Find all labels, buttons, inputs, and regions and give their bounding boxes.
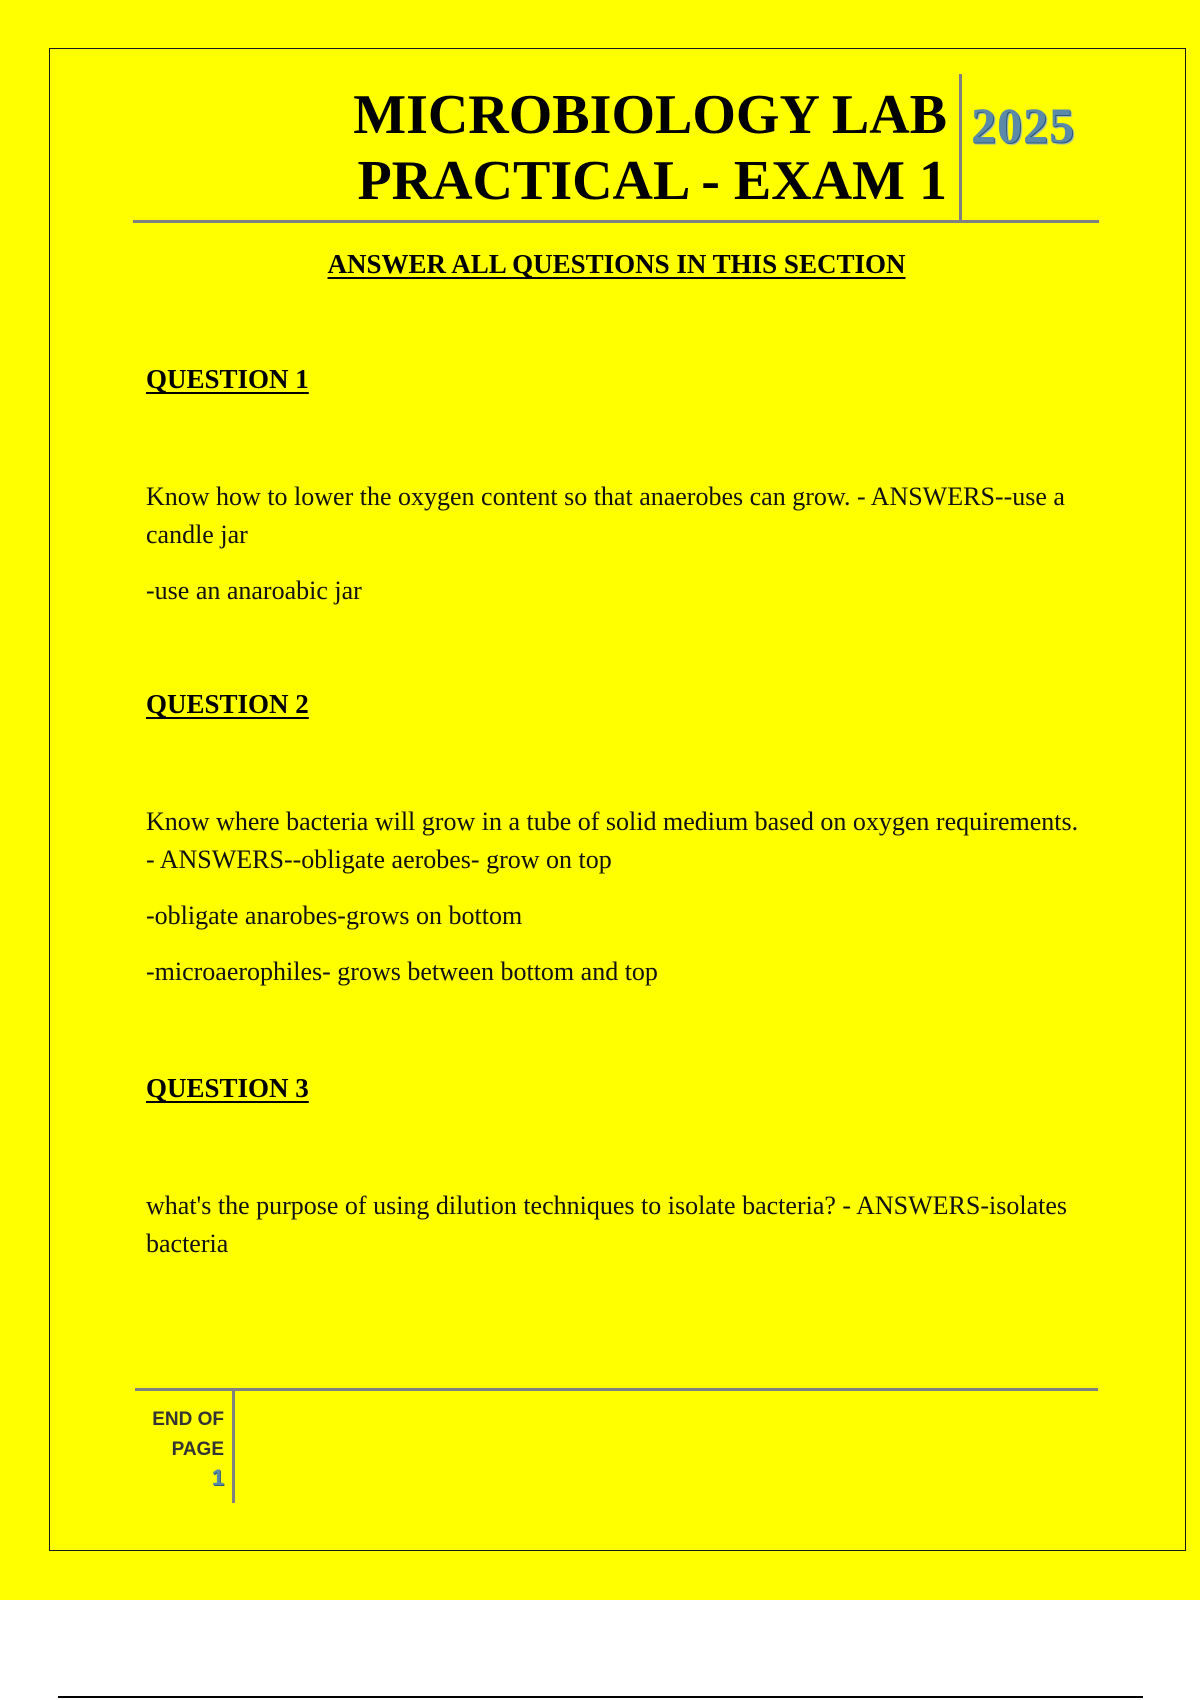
title-block [133, 70, 1099, 223]
question-2-line: -microaerophiles- grows between bottom and top [146, 957, 658, 986]
year-label: 2025 [971, 97, 1075, 153]
question-3-line: what's the purpose of using dilution techniques to isolate bacteria? - ANSWERS-isolates bacteria [146, 1191, 1068, 1258]
page-number: 1 [211, 1465, 224, 1490]
end-of-page-label [135, 1405, 224, 1465]
question-1-line: Know how to lower the oxygen content so that anaerobes can grow. - ANSWERS--use a candle jar [146, 482, 1065, 549]
end-of-page-line-1: END OF [152, 1409, 224, 1430]
question-1-line: -use an anaroabic jar [146, 576, 362, 605]
section-heading: ANSWER ALL QUESTIONS IN THIS SECTION [327, 249, 906, 279]
question-1-body [146, 478, 1091, 610]
question-3-heading: QUESTION 3 [146, 1073, 309, 1103]
page-footer [135, 1388, 1098, 1503]
question-2-body [146, 803, 1091, 991]
bottom-rule [58, 1696, 1143, 1698]
document-title [353, 82, 947, 214]
title-line-2: PRACTICAL - EXAM 1 [357, 150, 947, 212]
question-1-heading: QUESTION 1 [146, 364, 309, 394]
question-2-line: -obligate anarobes-grows on bottom [146, 901, 523, 930]
question-3-body [146, 1187, 1091, 1263]
title-divider [959, 74, 962, 220]
footer-divider [232, 1391, 235, 1503]
question-2-line: Know where bacteria will grow in a tube of solid medium based on oxygen requirements. - ANSWERS--obligate aerobes- grow on top [146, 807, 1079, 874]
question-2-heading: QUESTION 2 [146, 689, 309, 719]
end-of-page-line-2: PAGE [171, 1439, 224, 1460]
title-line-1: MICROBIOLOGY LAB [353, 84, 947, 146]
